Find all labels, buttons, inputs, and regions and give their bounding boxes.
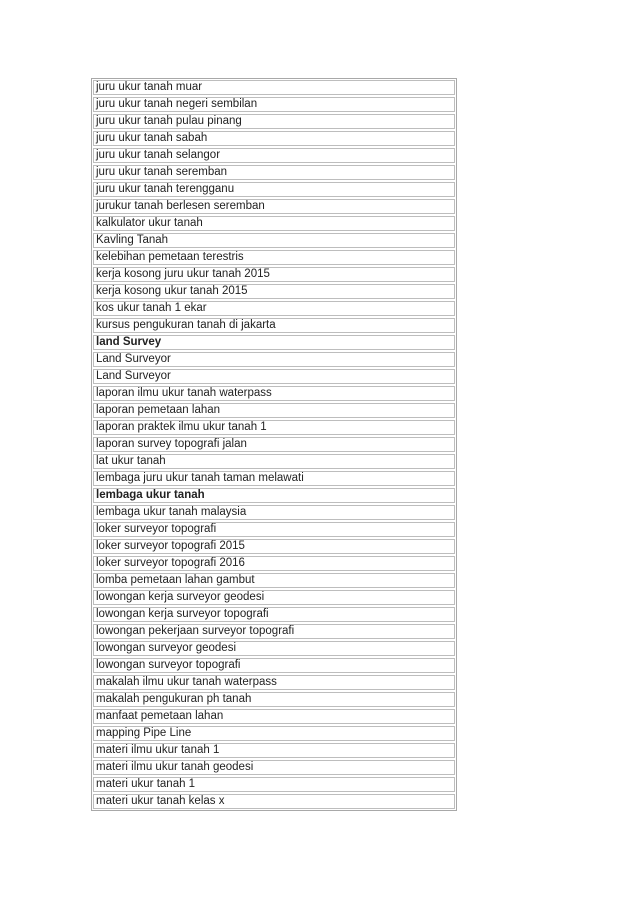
- table-row: materi ilmu ukur tanah 1: [93, 743, 455, 758]
- table-row: juru ukur tanah selangor: [93, 148, 455, 163]
- table-row: loker surveyor topografi 2015: [93, 539, 455, 554]
- table-row: manfaat pemetaan lahan: [93, 709, 455, 724]
- table-row: jurukur tanah berlesen seremban: [93, 199, 455, 214]
- table-row: makalah ilmu ukur tanah waterpass: [93, 675, 455, 690]
- table-row: juru ukur tanah negeri sembilan: [93, 97, 455, 112]
- table-row: lowongan kerja surveyor topografi: [93, 607, 455, 622]
- table-row: juru ukur tanah muar: [93, 80, 455, 95]
- table-row: juru ukur tanah terengganu: [93, 182, 455, 197]
- table-row: kursus pengukuran tanah di jakarta: [93, 318, 455, 333]
- table-row: materi ukur tanah kelas x: [93, 794, 455, 809]
- table-row: lowongan kerja surveyor geodesi: [93, 590, 455, 605]
- table-row: loker surveyor topografi: [93, 522, 455, 537]
- table-row: laporan ilmu ukur tanah waterpass: [93, 386, 455, 401]
- table-row: land Survey: [93, 335, 455, 350]
- table-row: juru ukur tanah pulau pinang: [93, 114, 455, 129]
- table-row: materi ukur tanah 1: [93, 777, 455, 792]
- table-row: lowongan pekerjaan surveyor topografi: [93, 624, 455, 639]
- table-row: laporan pemetaan lahan: [93, 403, 455, 418]
- table-row: materi ilmu ukur tanah geodesi: [93, 760, 455, 775]
- keyword-table: [91, 78, 457, 811]
- table-row: kos ukur tanah 1 ekar: [93, 301, 455, 316]
- table-row: juru ukur tanah seremban: [93, 165, 455, 180]
- table-row: lembaga ukur tanah: [93, 488, 455, 503]
- table-row: lat ukur tanah: [93, 454, 455, 469]
- table-row: makalah pengukuran ph tanah: [93, 692, 455, 707]
- table-row: juru ukur tanah sabah: [93, 131, 455, 146]
- table-row: kalkulator ukur tanah: [93, 216, 455, 231]
- table-row: loker surveyor topografi 2016: [93, 556, 455, 571]
- table-row: laporan praktek ilmu ukur tanah 1: [93, 420, 455, 435]
- table-row: lowongan surveyor topografi: [93, 658, 455, 673]
- table-row: Land Surveyor: [93, 369, 455, 384]
- table-row: lembaga ukur tanah malaysia: [93, 505, 455, 520]
- table-row: kerja kosong ukur tanah 2015: [93, 284, 455, 299]
- table-row: Land Surveyor: [93, 352, 455, 367]
- table-row: lembaga juru ukur tanah taman melawati: [93, 471, 455, 486]
- table-row: Kavling Tanah: [93, 233, 455, 248]
- table-row: lowongan surveyor geodesi: [93, 641, 455, 656]
- table-row: mapping Pipe Line: [93, 726, 455, 741]
- table-row: kelebihan pemetaan terestris: [93, 250, 455, 265]
- table-row: lomba pemetaan lahan gambut: [93, 573, 455, 588]
- table-row: laporan survey topografi jalan: [93, 437, 455, 452]
- table-row: kerja kosong juru ukur tanah 2015: [93, 267, 455, 282]
